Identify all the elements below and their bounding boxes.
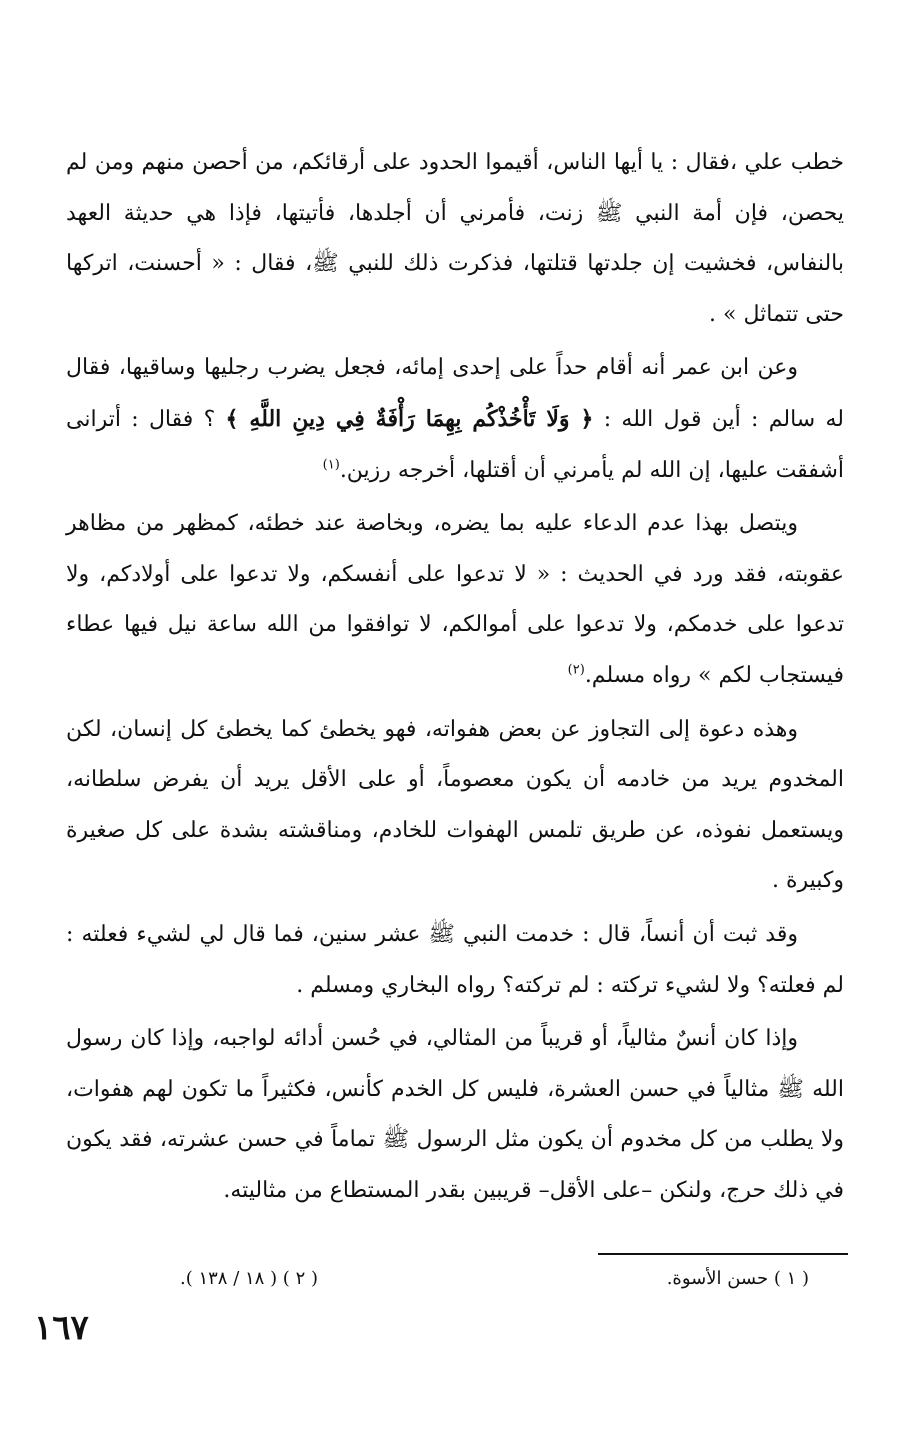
footnote-separator: [598, 1253, 848, 1255]
paragraph-2-text-end: ؟ فقال : أترانى أشفقت عليها، إن الله لم يأمرني أن أقتلها، أخرجه رزين.: [66, 406, 844, 483]
paragraph-3-text: ويتصل بهذا عدم الدعاء عليه بما يضره، وبخاصة عند خطئه، كمظهر من مظاهر عقوبته، فقد ورد في الحديث : « لا تدعوا على أنفسكم، ولا تدعوا على أولادكم، ولا تدعوا على خدمكم، ولا تدعوا على أموالكم، لا توافقوا من الله ساعة نيل فيها عطاء فيستجاب لكم » رواه مسلم.: [66, 511, 844, 688]
paragraph-6: وإذا كان أنسٌ مثالياً، أو قريباً من المثالي، في حُسن أدائه لواجبه، وإذا كان رسول الله ﷺ مثالياً في حسن العشرة، فليس كل الخدم كأنس، فكثيراً ما تكون لهم هفوات، ولا يطلب من كل مخدوم أن يكون مثل الرسول ﷺ تماماً في حسن عشرته، فقد يكون في ذلك حرج، ولنكن –على الأقل– قريبين بقدر المستطاع من مثاليته.: [66, 1026, 844, 1203]
paragraph-1: خطب علي ،فقال : يا أيها الناس، أقيموا الحدود على أرقائكم، من أحصن منهم ومن لم يحصن، فإن أمة النبي ﷺ زنت، فأمرني أن أجلدها، فأتيتها، فإذا هي حديثة العهد بالنفاس، فخشيت إن جلدتها قتلتها، فذكرت ذلك للنبي ﷺ، فقال : « أحسنت، اتركها حتى تتماثل » .: [66, 150, 844, 327]
page-number: ١٦٧: [34, 1308, 89, 1348]
quran-verse: ﴿ وَلَا تَأْخُذْكُم بِهِمَا رَأْفَةٌ فِي دِينِ اللَّهِ ﴾: [225, 405, 594, 432]
paragraph-4: وهذه دعوة إلى التجاوز عن بعض هفواته، فهو يخطئ كما يخطئ كل إنسان، لكن المخدوم يريد من خادمه أن يكون معصوماً، أو على الأقل يريد أن يفرض سلطانه، ويستعمل نفوذه، عن طريق تلمس الهفوات للخادم، ومناقشته بشدة على كل صغيرة وكبيرة .: [66, 716, 844, 894]
body-text: [66, 138, 844, 1219]
footnote-2: ( ٢ ) ( ١٨ / ١٣٨ ).: [180, 1268, 318, 1289]
paragraph-5: وقد ثبت أن أنساً، قال : خدمت النبي ﷺ عشر سنين، فما قال لي لشيء فعلته : لم فعلته؟ ولا لشيء تركته : لم تركته؟ رواه البخاري ومسلم .: [66, 921, 844, 998]
paragraph-3: [66, 499, 844, 701]
paragraph-2-text: وعن ابن عمر أنه أقام حداً على إحدى إمائه، فجعل يضرب رجليها وساقيها، فقال له سالم : أين قول الله :: [66, 355, 844, 432]
footnote-1: ( ١ ) حسن الأسوة.: [666, 1268, 809, 1289]
footnote-ref-1: (١): [322, 457, 340, 473]
paragraph-2: [66, 343, 844, 496]
footnote-ref-2: (٢): [567, 662, 585, 678]
